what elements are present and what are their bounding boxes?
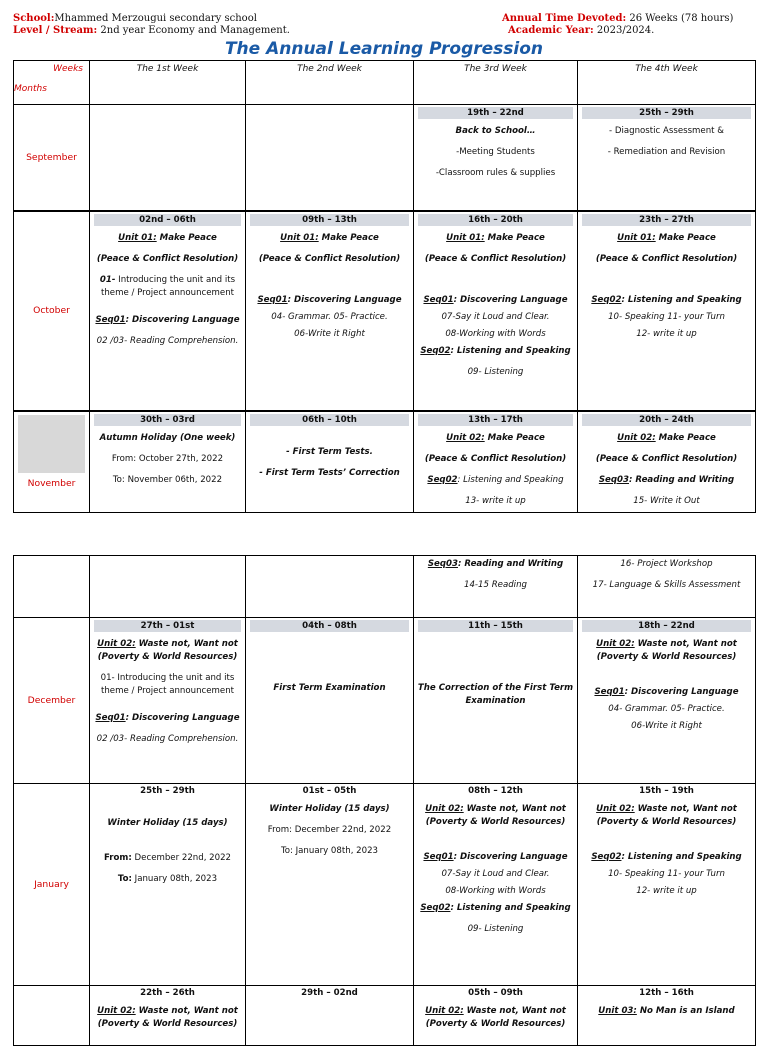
oct-week-2: 09th – 13th Unit 01: Make Peace (Peace & Conflict Resolution) Seq01: Discovering Language 04- Grammar. 05- Practice. 06-Write it Right	[246, 211, 414, 411]
level-label: Level / Stream:	[13, 25, 98, 36]
row-november-cont	[14, 556, 756, 618]
nov-week-3: 13th – 17th Unit 02: Make Peace (Peace & Conflict Resolution) Seq02: Listening and Speaking 13- write it up	[414, 411, 578, 513]
time-value: 26 Weeks (78 hours)	[626, 13, 734, 24]
date-band: 16th – 20th	[418, 214, 573, 226]
nov-cont-week-4: 16- Project Workshop 17- Language & Skills Assessment	[578, 556, 756, 618]
dec-week-4: 18th – 22nd Unit 02: Waste not, Want not (Poverty & World Resources) Seq01: Discovering Language 04- Grammar. 05- Practice. 06-Write it Right	[578, 618, 756, 784]
weeks-months-cell	[14, 61, 90, 105]
row-february	[14, 986, 756, 1046]
date-band: 27th – 01st	[94, 620, 241, 632]
row-october	[14, 211, 756, 411]
nov-cont-week-2	[246, 556, 414, 618]
date-band: 18th – 22nd	[582, 620, 751, 632]
month-november-cell	[14, 411, 90, 513]
row-september	[14, 105, 756, 211]
feb-week-4: 12th – 16th Unit 03: No Man is an Island	[578, 986, 756, 1046]
jan-week-2: 01st – 05th Winter Holiday (15 days) From: December 22nd, 2022 To: January 08th, 2023	[246, 784, 414, 986]
row-november	[14, 411, 756, 513]
progression-table-1	[13, 60, 756, 513]
col-week-3: The 3rd Week	[414, 61, 578, 105]
date-band: 19th – 22nd	[418, 107, 573, 119]
sep-week-3	[414, 105, 578, 211]
dec-week-2: 04th – 08th First Term Examination	[246, 618, 414, 784]
text-line: -Meeting Students	[456, 147, 535, 157]
oct-week-1: 02nd – 06th Unit 01: Make Peace (Peace & Conflict Resolution) 01- Introducing the unit and its theme / Project announcement Seq01: Discovering Language 02 /03- Reading Comprehension.	[90, 211, 246, 411]
year-value: 2023/2024.	[593, 25, 655, 36]
date-band: 13th – 17th	[418, 414, 573, 426]
school-line	[13, 13, 257, 25]
months-label: Months	[14, 84, 47, 94]
jan-week-4: 15th – 19th Unit 02: Waste not, Want not (Poverty & World Resources) Seq02: Listening and Speaking 10- Speaking 11- your Turn 12- write it up	[578, 784, 756, 986]
year-label: Academic Year:	[508, 25, 594, 36]
nov-week-4: 20th – 24th Unit 02: Make Peace (Peace & Conflict Resolution) Seq03: Reading and Writing 15- Write it Out	[578, 411, 756, 513]
date-band: 04th – 08th	[250, 620, 409, 632]
month-january: January	[14, 784, 90, 986]
feb-week-2: 29th – 02nd	[246, 986, 414, 1046]
text-line: Back to School…	[455, 126, 536, 136]
nov-week-2: 06th – 10th - First Term Tests. - First Term Tests’ Correction	[246, 411, 414, 513]
time-line	[502, 13, 733, 25]
year-line	[508, 25, 654, 37]
row-december	[14, 618, 756, 784]
date-band: 20th – 24th	[582, 414, 751, 426]
text-line: - Remediation and Revision	[607, 147, 726, 157]
school-value: Mhammed Merzougui secondary school	[54, 13, 257, 24]
sep-week-1	[90, 105, 246, 211]
col-week-2: The 2nd Week	[246, 61, 414, 105]
sep-week-4	[578, 105, 756, 211]
feb-week-3: 05th – 09th Unit 02: Waste not, Want not (Poverty & World Resources)	[414, 986, 578, 1046]
level-value: 2nd year Economy and Management.	[97, 25, 290, 36]
level-line	[13, 25, 290, 37]
col-week-4: The 4th Week	[578, 61, 756, 105]
oct-week-3: 16th – 20th Unit 01: Make Peace (Peace & Conflict Resolution) Seq01: Discovering Language 07-Say it Loud and Clear. 08-Working with Words Seq02: Listening and Speaking 09- Listening	[414, 211, 578, 411]
jan-week-1: 25th – 29th Winter Holiday (15 days) From: December 22nd, 2022 To: January 08th, 2023	[90, 784, 246, 986]
nov-cont-week-1	[90, 556, 246, 618]
date-band: 30th – 03rd	[94, 414, 241, 426]
date-band: 09th – 13th	[250, 214, 409, 226]
month-september: September	[14, 105, 90, 211]
row-january	[14, 784, 756, 986]
feb-month	[14, 986, 90, 1046]
dec-week-3: 11th – 15th The Correction of the First Term Examination	[414, 618, 578, 784]
date-band: 06th – 10th	[250, 414, 409, 426]
feb-week-1: 22th – 26th Unit 02: Waste not, Want not (Poverty & World Resources)	[90, 986, 246, 1046]
date-band: 11th – 15th	[418, 620, 573, 632]
nov-cont-week-3: Seq03: Reading and Writing 14-15 Reading	[414, 556, 578, 618]
col-week-1: The 1st Week	[90, 61, 246, 105]
oct-week-4: 23th – 27th Unit 01: Make Peace (Peace & Conflict Resolution) Seq02: Listening and Speaking 10- Speaking 11- your Turn 12- write it up	[578, 211, 756, 411]
weeks-label: Weeks	[53, 64, 83, 74]
month-october: October	[14, 211, 90, 411]
nov-cont-month	[14, 556, 90, 618]
jan-week-3: 08th – 12th Unit 02: Waste not, Want not (Poverty & World Resources) Seq01: Discovering Language 07-Say it Loud and Clear. 08-Working with Words Seq02: Listening and Speaking 09- Listening	[414, 784, 578, 986]
text-line: - Diagnostic Assessment &	[609, 126, 724, 136]
date-band: 23th – 27th	[582, 214, 751, 226]
school-label: School:	[13, 13, 55, 24]
date-band: 25th – 29th	[582, 107, 751, 119]
date-band: 02nd – 06th	[94, 214, 241, 226]
page-title: The Annual Learning Progression	[224, 39, 544, 59]
table-header-row	[14, 61, 756, 105]
month-december: December	[14, 618, 90, 784]
progression-table-2	[13, 555, 756, 1046]
sep-week-2	[246, 105, 414, 211]
dec-week-1: 27th – 01st Unit 02: Waste not, Want not (Poverty & World Resources) 01- Introducing the unit and its theme / Project announcement Seq01: Discovering Language 02 /03- Reading Comprehension.	[90, 618, 246, 784]
nov-week-1: 30th – 03rd Autumn Holiday (One week) From: October 27th, 2022 To: November 06th, 2022	[90, 411, 246, 513]
text-line: -Classroom rules & supplies	[435, 168, 556, 178]
month-november: November	[27, 477, 76, 489]
time-label: Annual Time Devoted:	[502, 13, 627, 24]
